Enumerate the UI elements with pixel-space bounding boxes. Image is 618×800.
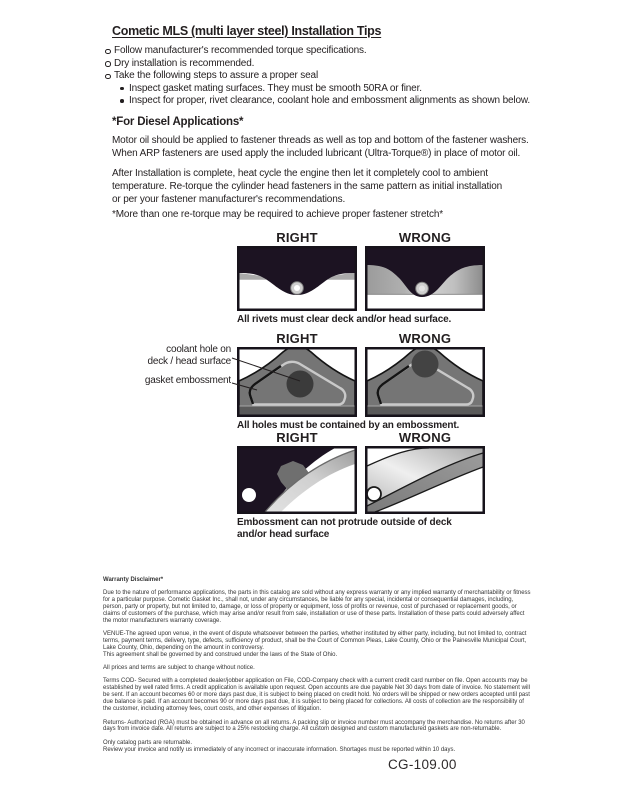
legal-paragraph: Returns- Authorized (RGA) must be obtained in advance on all returns. A packing slip or invoice number must accompany the merchandise. No returns after 30 days from invoice date. All returns are subject to a 25% restocking charge. All custom designed and custom manufactured gaskets are non-returnable. [103,719,525,733]
list-item [105,45,585,58]
legal-paragraph: All prices and terms are subject to change without notice. [103,665,255,672]
installation-tips-list [105,45,585,108]
fig2-caption: All holes must be contained by an embossment. [237,420,460,431]
right-label: RIGHT [276,230,318,245]
list-item-text: Follow manufacturer's recommended torque specifications. [114,45,367,56]
legal-paragraph: Review your invoice and notify us immediately of any incorrect or inaccurate information. Shortages must be reported within 10 days. [103,746,456,753]
annotation-leader-lines [231,352,303,394]
list-sub-item [120,83,585,96]
fig2-wrong-diagram [365,347,485,417]
retorque-footnote: *More than one re-torque may be required to achieve proper fastener stretch* [112,209,444,220]
paragraph-line: Motor oil should be applied to fastener threads as well as top and bottom of the fastener washers. [112,135,529,146]
caption-line: Embossment can not protrude outside of deck [237,517,452,528]
open-bullet-icon [105,58,114,67]
legal-paragraph: Due to the nature of performance applications, the parts in this catalog are sold without any express warranty or any implied warranty of merchantability or fitness for a particular purpose. Cometic Gasket Inc., shall not, under any circumstances, be liable for any special, incidental or consequential damages, including, person, party or property, but not limited to, damage, or loss of property or equipment, loss of profits or revenue, cost of purchased or replacement goods, or claims of customers of the purchase, which may arise and/or result from sale, installation or use of these parts. Installation of these parts could adversely affect the motor manufacturers warranty coverage. [103,589,531,624]
coolant-hole-annotation [106,344,231,368]
paragraph-line: After Installation is complete, heat cycle the engine then let it completely cool to ambient [112,168,488,179]
document-code: CG-109.00 [388,757,457,772]
list-item [105,70,585,83]
list-sub-item [120,95,585,108]
legal-paragraph: Terms COD- Secured with a completed dealer/jobber application on File, COD-Company check with a current credit card number on file. Open accounts may be established by well rated firms. A credit application is available upon request. Open accounts are due payable Net 30 days from date of invoice. No statement will be sent. If an account becomes 60 or more days past due, it is subject to being placed on credit hold. No orders will be shipped or new orders accepted until past due balance is paid. If an account becomes 90 or more days past due, it is subject to being placed for collections. All costs of collection are the responsibility of the customer, including attorney fees, court costs, and other expenses of litigation. [103,678,530,713]
gasket-embossment-annotation: gasket embossment [144,375,231,386]
paragraph-line: temperature. Re-torque the cylinder head fasteners in the same pattern as initial installation [112,181,503,192]
annotation-line: deck / head surface [147,356,231,367]
warranty-section [103,577,533,754]
wrong-label: WRONG [398,430,452,445]
fig3-wrong-diagram [365,446,485,514]
figure-rivet-clearance [237,230,485,326]
open-bullet-icon [105,70,114,79]
figure-embossment-protrusion [237,430,485,541]
legal-paragraph: Only catalog parts are returnable. [103,739,193,746]
caption-line: and/or head surface [237,529,330,540]
fig3-right-diagram [237,446,357,514]
filled-bullet-icon [120,83,129,91]
right-label: RIGHT [276,430,318,445]
list-item-text: Inspect gasket mating surfaces. They must be smooth 50RA or finer. [129,82,422,94]
legal-paragraph: This agreement shall be governed by and construed under the laws of the State of Ohio. [103,651,338,658]
paragraph-line: or per your fastener manufacturer's recommendations. [112,194,346,205]
fig1-right-diagram [237,246,357,311]
fig3-caption [237,517,485,541]
page-title: Cometic MLS (multi layer steel) Installation Tips [112,24,382,38]
paragraph-line: When ARP fasteners are used apply the included lubricant (Ultra-Torque®) in place of motor oil. [112,148,521,159]
wrong-label: WRONG [398,331,452,346]
right-label: RIGHT [276,331,318,346]
list-item [105,58,585,71]
annotation-line: coolant hole on [166,344,231,355]
diesel-paragraph-2 [112,167,502,206]
wrong-label: WRONG [398,230,452,245]
diesel-applications-heading: *For Diesel Applications* [112,116,244,128]
fig1-caption: All rivets must clear deck and/or head surface. [237,314,452,325]
warranty-heading: Warranty Disclaimer* [103,577,164,583]
list-item-text: Take the following steps to assure a proper seal [114,70,319,81]
filled-bullet-icon [120,95,129,103]
list-item-text: Dry installation is recommended. [114,57,255,69]
diesel-paragraph-1 [112,134,529,160]
open-bullet-icon [105,45,114,54]
fig1-wrong-diagram [365,246,485,311]
legal-paragraph: VENUE-The agreed upon venue, in the event of dispute whatsoever between the parties, whether instituted by either party, including, but not limited to, contract terms, payment terms, delivery, type, defects, sufficiency of product, shall be the Court of Common Pleas, Lake County, Ohio or the Painesville Municipal Court, Lake County, Ohio, depending on the amount in controversy. [103,630,527,651]
list-item-text: Inspect for proper, rivet clearance, coolant hole and embossment alignments as shown below. [129,95,531,106]
